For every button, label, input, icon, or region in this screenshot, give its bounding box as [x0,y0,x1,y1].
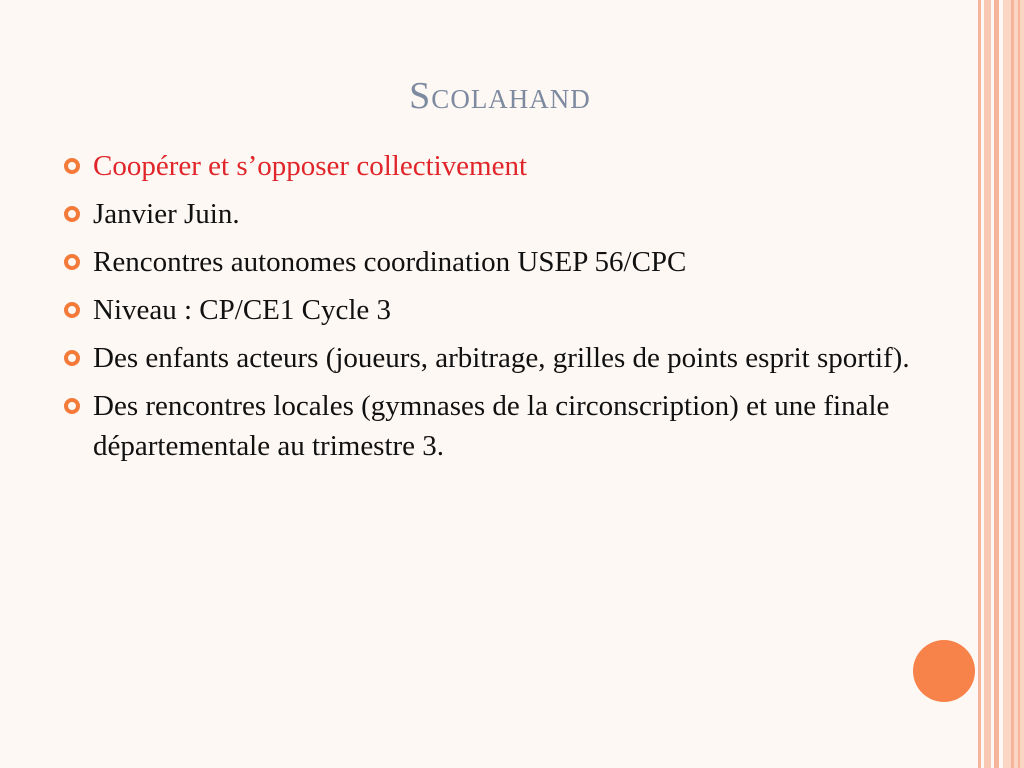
slide-title: Scolahand [409,75,591,117]
bullet-text: Des rencontres locales (gymnases de la circonscription) et une finale départementale au trimestre 3. [93,390,890,462]
ring-bullet-icon [64,302,80,318]
bullet-text: Des enfants acteurs (joueurs, arbitrage, grilles de points esprit sportif). [93,342,910,374]
ring-bullet-icon [64,398,80,414]
bullet-item [62,290,987,330]
bullet-item [62,146,987,186]
bullet-list [62,146,987,474]
ring-bullet-icon [64,206,80,222]
decorative-circle [913,640,975,702]
bullet-text: Rencontres autonomes coordination USEP 56/CPC [93,246,687,278]
ring-bullet-icon [64,350,80,366]
bullet-item [62,242,987,282]
decorative-stripe [1018,0,1020,768]
bullet-item [62,338,987,378]
ring-bullet-icon [64,254,80,270]
ring-bullet-icon [64,158,80,174]
bullet-text: Janvier Juin. [93,198,240,230]
bullet-text: Coopérer et s’opposer collectivement [93,150,528,182]
bullet-item [62,194,987,234]
bullet-text: Niveau : CP/CE1 Cycle 3 [93,294,392,326]
decorative-stripe [1011,0,1014,768]
bullet-item [62,386,987,466]
